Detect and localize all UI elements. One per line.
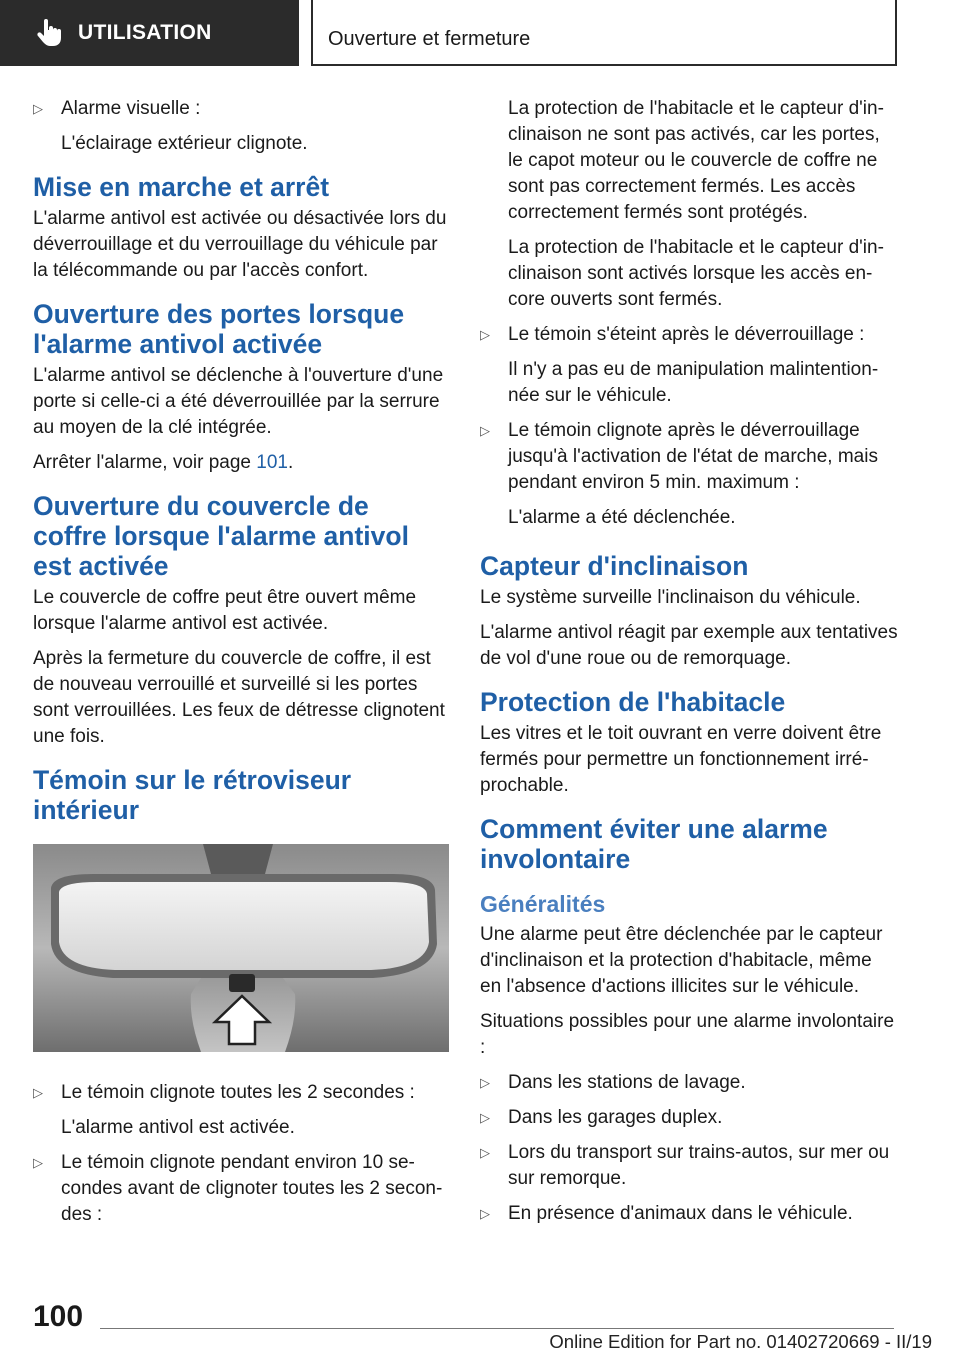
footer-divider <box>100 1328 894 1329</box>
page-reference-link[interactable]: 101 <box>256 452 288 473</box>
paragraph: Une alarme peut être déclenchée par le capteur d'inclinaison et la protection d'habitacle, même en l'absence d'actions illicites sur le véhicule. <box>480 924 883 997</box>
triangle-right-bullet-icon: ▷ <box>33 1155 43 1170</box>
page-number: 100 <box>33 1300 84 1333</box>
paragraph-with-link: Arrêter l'alarme, voir page 101. <box>33 452 294 473</box>
paragraph: La protection de l'habitacle et le capteur d'inclinaison ne sont pas activés, car les portes, le capot moteur ou le couvercle de coffre ne sont pas correctement fermés. Les accès correctement fermés sont protégés. <box>508 98 884 223</box>
bullet-item <box>480 322 898 409</box>
section-heading: Capteur d'inclinaison <box>480 551 749 581</box>
bullet-body: L'éclairage extérieur clignote. <box>61 133 308 154</box>
bullet-title: Le témoin clignote après le déverrouillage jusqu'à l'activation de l'état de marche, mais pendant environ 5 min. maximum : <box>508 420 878 493</box>
edition-note: Online Edition for Part no. 01402720669 - II/19 <box>549 1331 932 1352</box>
bullet-body: L'alarme antivol est activée. <box>61 1117 295 1138</box>
chapter-title: Ouverture et fermeture <box>328 28 531 50</box>
paragraph: Les vitres et le toit ouvrant en verre doivent être fermés pour permettre un fonctionnement irréprochable. <box>480 723 882 796</box>
paragraph: Le couvercle de coffre peut être ouvert même lorsque l'alarme antivol est activée. <box>33 587 417 634</box>
triangle-right-bullet-icon: ▷ <box>480 1075 490 1090</box>
hand-pointer-icon <box>34 18 64 48</box>
page-header <box>0 0 960 66</box>
bullet-item <box>33 96 449 157</box>
bullet-body: Il n'y a pas eu de manipulation malintentionnée sur le véhicule. <box>508 359 879 406</box>
triangle-right-bullet-icon: ▷ <box>480 1110 490 1125</box>
section-heading: Protection de l'habitacle <box>480 687 786 717</box>
section-tab <box>0 0 299 66</box>
paragraph: La protection de l'habitacle et le capteur d'inclinaison sont activés lorsque les accès encore ouverts sont fermés. <box>508 237 884 310</box>
list-item: ▷ Dans les garages duplex. <box>480 1105 898 1131</box>
section-eviter-alarme <box>480 814 898 1061</box>
section-heading: Ouverture du couvercle de coffre lorsque l'alarme antivol est activée <box>33 491 409 581</box>
paragraph: Le système surveille l'inclinaison du véhicule. <box>480 587 861 608</box>
bullet-title: Le témoin clignote pendant environ 10 secondes avant de clignoter toutes les 2 secondes : <box>61 1152 443 1225</box>
section-temoin-retroviseur <box>33 765 449 825</box>
list-item: ▷ Lors du transport sur trains-autos, sur mer ou sur remorque. <box>480 1140 898 1192</box>
right-column <box>480 96 898 1236</box>
bullet-item <box>33 1150 449 1228</box>
chapter-title-box <box>311 0 897 66</box>
paragraph: L'alarme antivol est activée ou désactivée lors du déverrouillage et du verrouillage du véhicule par la télécommande ou par l'accès confort. <box>33 208 447 281</box>
list-item: ▷ En présence d'animaux dans le véhicule. <box>480 1201 898 1227</box>
rearview-mirror-image <box>33 844 449 1052</box>
section-ouverture-portes <box>33 299 449 476</box>
list-item: ▷ Dans les stations de lavage. <box>480 1070 898 1096</box>
triangle-right-bullet-icon: ▷ <box>33 1085 43 1100</box>
bullet-body: L'alarme a été déclenchée. <box>508 507 736 528</box>
triangle-right-bullet-icon: ▷ <box>480 1145 490 1160</box>
triangle-right-bullet-icon: ▷ <box>480 327 490 342</box>
paragraph: L'alarme antivol réagit par exemple aux tentatives de vol d'une roue ou de remorquage. <box>480 622 898 669</box>
left-column <box>33 96 449 1237</box>
paragraph: Après la fermeture du couvercle de coffre, il est de nouveau verrouillé et surveillé si les portes sont verrouillées. Les feux de détresse clignotent une fois. <box>33 648 445 747</box>
paragraph: Situations possibles pour une alarme involontaire : <box>480 1011 895 1058</box>
bullet-title: Le témoin s'éteint après le déverrouillage : <box>508 324 865 345</box>
section-heading: Mise en marche et arrêt <box>33 172 330 202</box>
triangle-right-bullet-icon: ▷ <box>33 101 43 116</box>
bullet-title: Le témoin clignote toutes les 2 secondes : <box>61 1082 415 1103</box>
paragraph: L'alarme antivol se déclenche à l'ouverture d'une porte si celle-ci a été déverrouillée par la serrure au moyen de la clé intégrée. <box>33 365 444 438</box>
bullet-item <box>33 1080 449 1141</box>
section-heading: Témoin sur le rétroviseur intérieur <box>33 765 352 825</box>
bullet-item <box>480 418 898 531</box>
section-capteur-inclinaison <box>480 551 898 672</box>
subsection-heading: Généralités <box>480 891 606 917</box>
section-heading: Ouverture des portes lorsque l'alarme antivol activée <box>33 299 405 359</box>
section-couvercle-coffre <box>33 491 449 750</box>
section-mise-en-marche <box>33 172 449 284</box>
bullet-title: Alarme visuelle : <box>61 98 201 119</box>
section-tab-label: UTILISATION <box>78 21 212 44</box>
section-heading: Comment éviter une alarme involontaire <box>480 814 828 874</box>
section-protection-habitacle <box>480 687 898 799</box>
triangle-right-bullet-icon: ▷ <box>480 1206 490 1221</box>
triangle-right-bullet-icon: ▷ <box>480 423 490 438</box>
